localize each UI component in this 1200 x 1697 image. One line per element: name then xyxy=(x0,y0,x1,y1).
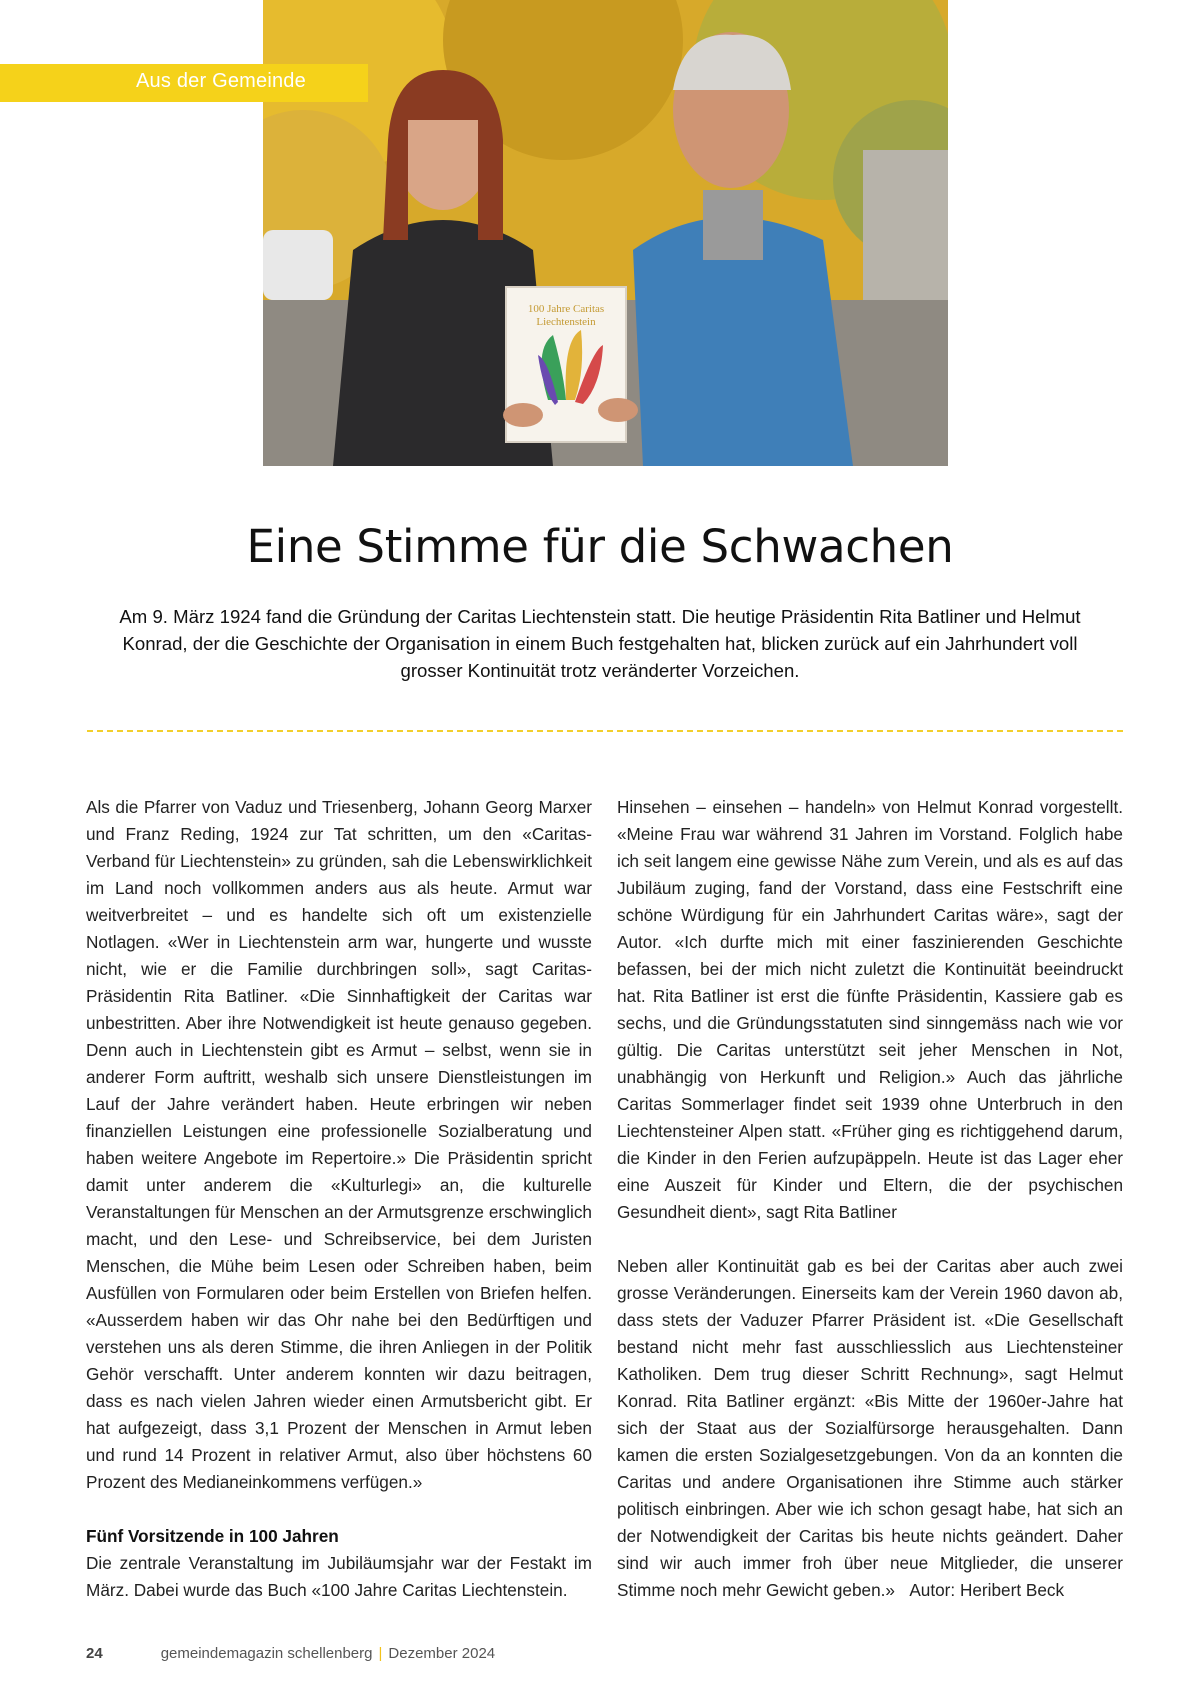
section-tag xyxy=(0,64,368,102)
article-lead: Am 9. März 1924 fand die Gründung der Caritas Liechtenstein statt. Die heutige Präsidentin Rita Batliner und Helmut Konrad, der die Geschichte der Organisation in einem Buch festgehalten hat, blicken zurück auf ein Jahrhundert voll grosser Kontinuität trotz veränderter Vorzeichen. xyxy=(119,606,1081,681)
svg-text:100 Jahre Caritas: 100 Jahre Caritas xyxy=(527,303,605,315)
paragraph: Als die Pfarrer von Vaduz und Triesenberg, Johann Georg Marxer und Franz Reding, 1924 zur Tat schritten, um den «Caritas-Verband für Liechtenstein» zu gründen, sah die Lebenswirklichkeit im Land noch vollkommen anders aus als heute. Armut war weitverbreitet – und es handelte sich oft um existenzielle Notlagen. «Wer in Liechtenstein arm war, hungerte und wusste nicht, wie er die Familie durchbringen soll», sagt Caritas-Präsidentin Rita Batliner. «Die Sinnhaftigkeit der Caritas war unbestritten. Aber ihre Notwendigkeit ist heute genauso gegeben. Denn auch in Liechtenstein gibt es Armut – selbst, wenn sie in anderer Form auftritt, weshalb sich unsere Dienstleistungen im Lauf der Jahre verändert haben. Heute erbringen wir neben finanziellen Leistungen eine professionelle Sozialberatung und haben weitere Angebote im Repertoire.» Die Präsidentin spricht damit unter anderem die «Kulturlegi» an, die kulturelle Veranstaltungen für Menschen an der Armutsgrenze erschwinglich macht, und den Lese- und Schreibservice, bei dem Juristen Menschen, die Mühe beim Lesen oder Schreiben haben, beim Ausfüllen von Formularen oder beim Erstellen von Briefen helfen. «Ausserdem haben wir das Ohr nahe bei den Bedürftigen und verstehen uns als deren Stimme, die ihren Anliegen in der Politik Gehör verschafft. Unter anderem konnten wir dazu beitragen, dass es nach vielen Jahren wieder einen Armutsbericht gibt. Er hat aufgezeigt, dass 3,1 Prozent der Menschen in Armut leben und rund 14 Prozent in relativer Armut, also über höchstens 60 Prozent des Medianeinkommens verfügen.» xyxy=(86,797,592,1492)
paragraph: Die zentrale Veranstaltung im Jubiläumsjahr war der Festakt im März. Dabei wurde das Buch «100 Jahre Caritas Liechtenstein. xyxy=(86,1553,592,1600)
issue-date: Dezember 2024 xyxy=(388,1645,496,1662)
text-column-right xyxy=(617,794,1123,1604)
article-title: Eine Stimme für die Schwachen xyxy=(246,520,954,573)
subheading: Fünf Vorsitzende in 100 Jahren xyxy=(86,1526,339,1546)
page-number: 24 xyxy=(86,1645,103,1662)
footer-separator: | xyxy=(378,1645,383,1662)
paragraph-text: Neben aller Kontinuität gab es bei der Caritas aber auch zwei grosse Veränderungen. Einerseits kam der Verein 1960 davon ab, dass stets der Vaduzer Pfarrer Präsident ist. «Die Gesellschaft bestand nicht mehr fast ausschliesslich aus Liechtensteiner Katholiken. Dem trug dieser Schritt Rechnung», sagt Helmut Konrad. Rita Batliner ergänzt: «Bis Mitte der 1960er-Jahre hat sich der Staat aus der Sozialfürsorge herausgehalten. Dann kamen die ersten Sozialgesetzgebungen. Von da an konnten die Caritas und andere Organisationen ihre Stimme auch stärker politisch einbringen. Aber wie ich schon gesagt habe, hat sich an der Notwendigkeit der Caritas bis heute nichts geändert. Daher sind wir auch immer froh über neue Mitglieder, die unserer Stimme noch mehr Gewicht geben.» xyxy=(617,1256,1123,1600)
paragraph xyxy=(617,1253,1123,1604)
author-credit: Autor: Heribert Beck xyxy=(909,1580,1065,1600)
text-column-left xyxy=(86,794,592,1604)
section-tag-label: Aus der Gemeinde xyxy=(136,70,306,92)
page-footer xyxy=(86,1645,495,1662)
dashed-divider xyxy=(87,730,1123,732)
paragraph: Hinsehen – einsehen – handeln» von Helmut Konrad vorgestellt. «Meine Frau war während 31 Jahren im Vorstand. Folglich habe ich seit langem eine gewisse Nähe zum Verein, und als es auf das Jubiläum zuging, fand der Vorstand, dass eine Festschrift eine schöne Würdigung für ein Jahrhundert Caritas wäre», sagt der Autor. «Ich durfte mich mit einer faszinierenden Geschichte befassen, bei der mich nicht zuletzt die Kontinuität beeindruckt hat. Rita Batliner ist erst die fünfte Präsidentin, Kassiere gab es sechs, und die Gründungsstatuten sind sinngemäss nach wie vor gültig. Die Caritas unterstützt seit jeher Menschen in Not, unabhängig von Herkunft und Religion.» Auch das jährliche Caritas Sommerlager findet seit 1939 ohne Unterbruch in den Liechtensteiner Alpen statt. «Früher ging es richtiggehend darum, die Kinder in den Ferien aufzupäppeln. Heute ist das Lager eher eine Auszeit für Kinder und Eltern, die der psychischen Gesundheit dient», sagt Rita Batliner xyxy=(617,797,1123,1222)
svg-text:Liechtenstein: Liechtenstein xyxy=(536,316,596,328)
magazine-name: gemeindemagazin schellenberg xyxy=(160,1645,373,1662)
